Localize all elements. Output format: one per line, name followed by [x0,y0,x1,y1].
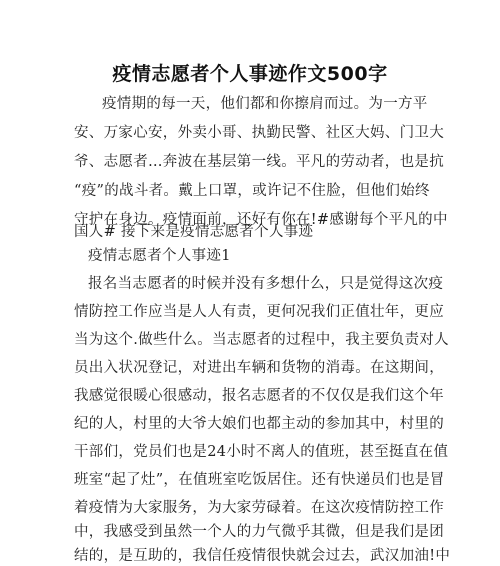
paragraph-2-line-8: 班室“起了灶”，在值班室吃饭居住。还有快递员们也是冒 [74,472,445,488]
section-subheading: 疫情志愿者个人事迹1 [88,248,231,264]
paragraph-2-line-4: 员出入状况登记，对进出车辆和货物的消毒。在这期间， [74,360,444,376]
paragraph-1-line-4: “疫”的战斗者。戴上口罩，或许记不住脸，但他们始终 [74,183,430,199]
paragraph-2-line-2: 情防控工作应当是人人有责，更何况我们正值壮年，更应 [74,304,444,320]
paragraph-2-line-9: 着疫情为大家服务，为大家劳碌着。在这次疫情防控工作 [74,500,444,516]
paragraph-1-line-5: 守护在身边。疫情面前，还好有你在!#感谢每个平凡的中 [74,212,448,228]
paragraph-1-line-2: 安、万家心安，外卖小哥、执勤民警、社区大妈、门卫大 [74,125,444,141]
paragraph-1-line-6: 国人# 接下来是疫情志愿者个人事迹 [74,224,314,240]
paragraph-2-line-5: 我感觉很暖心很感动，报名志愿者的不仅仅是我们这个年 [74,388,444,404]
paragraph-2-line-10: 中，我感受到虽然一个人的力气微乎其微，但是我们是团 [74,524,444,540]
paragraph-2-line-11: 结的，是互助的，我信任疫情很快就会过去，武汉加油!中 [74,548,451,564]
paragraph-2-line-3: 当为这个.做些什么。当志愿者的过程中，我主要负责对人 [74,332,449,348]
paragraph-2-line-7: 干部们，党员们也是24小时不离人的值班，甚至挺直在值 [74,444,449,460]
paragraph-1-line-3: 爷、志愿者…奔波在基层第一线。平凡的劳动者，也是抗 [74,154,444,170]
document-title: 疫情志愿者个人事迹作文500字 [112,63,388,85]
paragraph-2-line-6: 纪的人，村里的大爷大娘们也都主动的参加其中，村里的 [74,416,444,432]
paragraph-2-line-1: 报名当志愿者的时候并没有多想什么，只是觉得这次疫 [88,276,444,292]
paragraph-1-line-1: 疫情期的每一天，他们都和你擦肩而过。为一方平 [102,96,428,112]
